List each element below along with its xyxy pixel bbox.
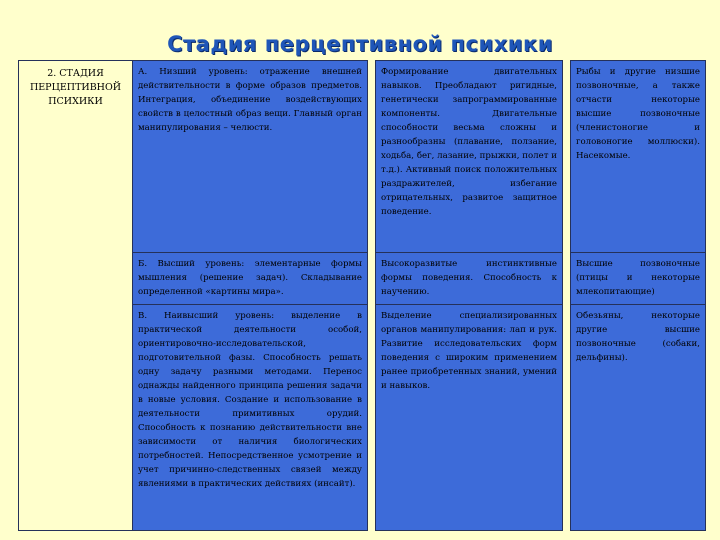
behavior-cell: Выделение специализированных органов манипулирования: лап и рук. Развитие исследовательских форм поведения с широким применением ранее приобретенных знаний, умений и навыков. <box>376 305 563 531</box>
behavior-cell: Формирование двигательных навыков. Преобладают ригидные, генетически запрограммированные компоненты. Двигательные способности весьма сложны и разнообразны (плавание, ползание, ходьба, бег, лазание, прыжки, полет и т.д.). Активный поиск положительных раздражителей, избегание отрицательных, развитое защитное поведение. <box>376 61 563 253</box>
stage-cell: 2. СТАДИЯ ПЕРЦЕПТИВНОЙ ПСИХИКИ <box>19 61 133 531</box>
animals-cell: Обезьяны, некоторые другие высшие позвоночные (собаки, дельфины). <box>571 305 706 531</box>
table-row <box>19 61 706 253</box>
level-cell: А. Низший уровень: отражение внешней действительности в форме образов предметов. Интеграция, объединение воздействующих свойств в целостный образ вещи. Главный орган манипулирования – челюсти. <box>133 61 368 253</box>
level-cell: В. Наивысший уровень: выделение в практической деятельности особой, ориентировочно-исследовательской, подготовительной фазы. Способность решать одну задачу разными методами. Перенос однажды найденного принципа решения задачи в новые условия. Создание и использование в деятельности примитивных орудий. Способность к познанию действительности вне зависимости от наличия биологических потребностей. Непосредственное усмотрение и учет причинно-следственных связей между явлениями в практических действиях (инсайт). <box>133 305 368 531</box>
behavior-cell: Высокоразвитые инстинктивные формы поведения. Способность к научению. <box>376 253 563 305</box>
animals-cell: Рыбы и другие низшие позвоночные, а также отчасти некоторые высшие позвоночные (членистоногие и головоногие моллюски). Насекомые. <box>571 61 706 253</box>
animals-cell: Высшие позвоночные (птицы и некоторые млекопитающие) <box>571 253 706 305</box>
stages-table <box>18 60 706 531</box>
page-title: Стадия перцептивной психики <box>167 32 553 56</box>
level-cell: Б. Высший уровень: элементарные формы мышления (решение задач). Складывание определенной «картины мира». <box>133 253 368 305</box>
